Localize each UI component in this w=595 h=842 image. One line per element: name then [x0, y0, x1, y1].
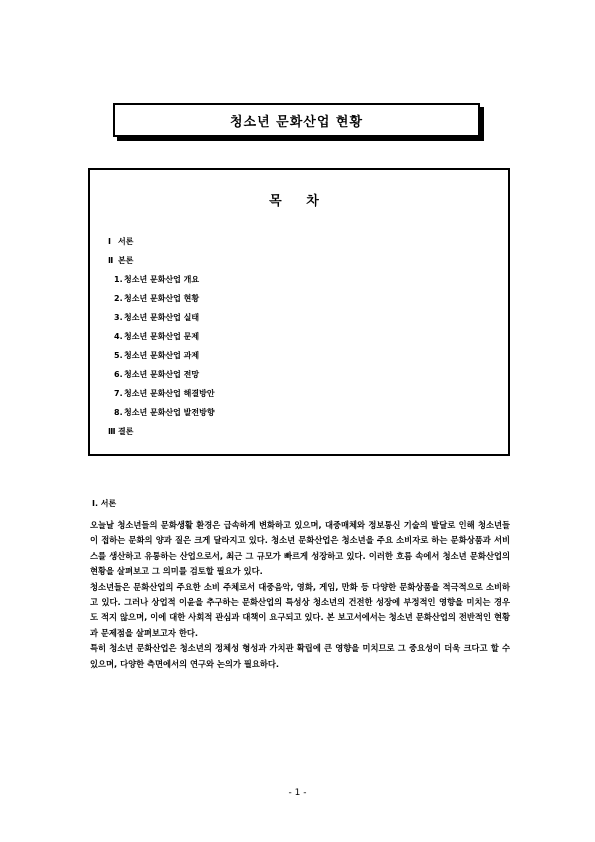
section-heading: Ⅰ. 서론	[92, 499, 117, 508]
paragraph: 특히 청소년 문화산업은 청소년의 정체성 형성과 가치관 확립에 큰 영향을 미치므로 그 중요성이 더욱 크다고 할 수 있으며, 다양한 측면에서의 연구와 논의가 필요하다.	[90, 643, 510, 669]
paragraph: 청소년들은 문화산업의 주요한 소비 주체로서 대중음악, 영화, 게임, 만화 등 다양한 문화상품을 적극적으로 소비하고 있다. 그러나 상업적 이윤을 추구하는 문화산업의 특성상 청소년의 건전한 성장에 부정적인 영향을 미치는 경우도 적지 않으며, 이에 대한 사회적 관심과 대책이 요구되고 있다. 본 보고서에서는 청소년 문화산업의 전반적인 현황과 문제점을 살펴보고자 한다.	[90, 581, 510, 638]
toc-item-number: Ⅱ	[108, 256, 114, 265]
document-title: 청소년 문화산업 현황	[229, 114, 364, 130]
toc-item-number: Ⅲ	[108, 427, 116, 436]
toc-item-label: 청소년 문화산업 현황	[124, 294, 200, 303]
toc-item	[108, 232, 215, 251]
toc-item	[108, 365, 215, 384]
toc-heading: 목 차	[269, 194, 329, 209]
toc-list	[108, 232, 215, 441]
toc-item-number: Ⅰ	[108, 237, 111, 246]
table-of-contents	[88, 168, 510, 456]
toc-item	[108, 289, 215, 308]
toc-item-label: 청소년 문화산업 해결방안	[124, 389, 215, 398]
toc-item	[108, 270, 215, 289]
toc-item-label: 청소년 문화산업 전망	[124, 370, 200, 379]
document-title-box	[113, 103, 480, 137]
toc-item-label: 청소년 문화산업 발전방향	[124, 408, 215, 417]
toc-item-number: 4.	[114, 332, 123, 341]
toc-item-label: 청소년 문화산업 개요	[124, 275, 200, 284]
toc-item	[108, 346, 215, 365]
toc-item	[108, 327, 215, 346]
toc-item-number: 6.	[114, 370, 123, 379]
toc-item-label: 결론	[118, 427, 134, 436]
toc-item	[108, 308, 215, 327]
toc-item-number: 7.	[114, 389, 123, 398]
toc-item-number: 1.	[114, 275, 123, 284]
toc-item-number: 8.	[114, 408, 123, 417]
toc-item-label: 청소년 문화산업 과제	[124, 351, 200, 360]
toc-item-label: 서론	[118, 237, 134, 246]
toc-item	[108, 251, 215, 270]
toc-item-number: 5.	[114, 351, 123, 360]
paragraph: 오늘날 청소년들의 문화생활 환경은 급속하게 변화하고 있으며, 대중매체와 정보통신 기술의 발달로 인해 청소년들이 접하는 문화의 양과 질은 크게 달라지고 있다. 청소년 문화산업은 청소년을 주요 소비자로 하는 문화상품과 서비스를 생산하고 유통하는 산업으로서, 최근 그 규모가 빠르게 성장하고 있다. 이러한 흐름 속에서 청소년 문화산업의 현황을 살펴보고 그 의미를 검토할 필요가 있다.	[90, 520, 510, 577]
toc-item-number: 3.	[114, 313, 123, 322]
body-text	[90, 518, 510, 672]
toc-item	[108, 384, 215, 403]
toc-item-label: 청소년 문화산업 실태	[124, 313, 200, 322]
toc-item-label: 본론	[118, 256, 134, 265]
toc-item-label: 청소년 문화산업 문제	[124, 332, 200, 341]
toc-item	[108, 403, 215, 422]
page-number: - 1 -	[288, 788, 307, 798]
toc-item	[108, 422, 215, 441]
toc-item-number: 2.	[114, 294, 123, 303]
